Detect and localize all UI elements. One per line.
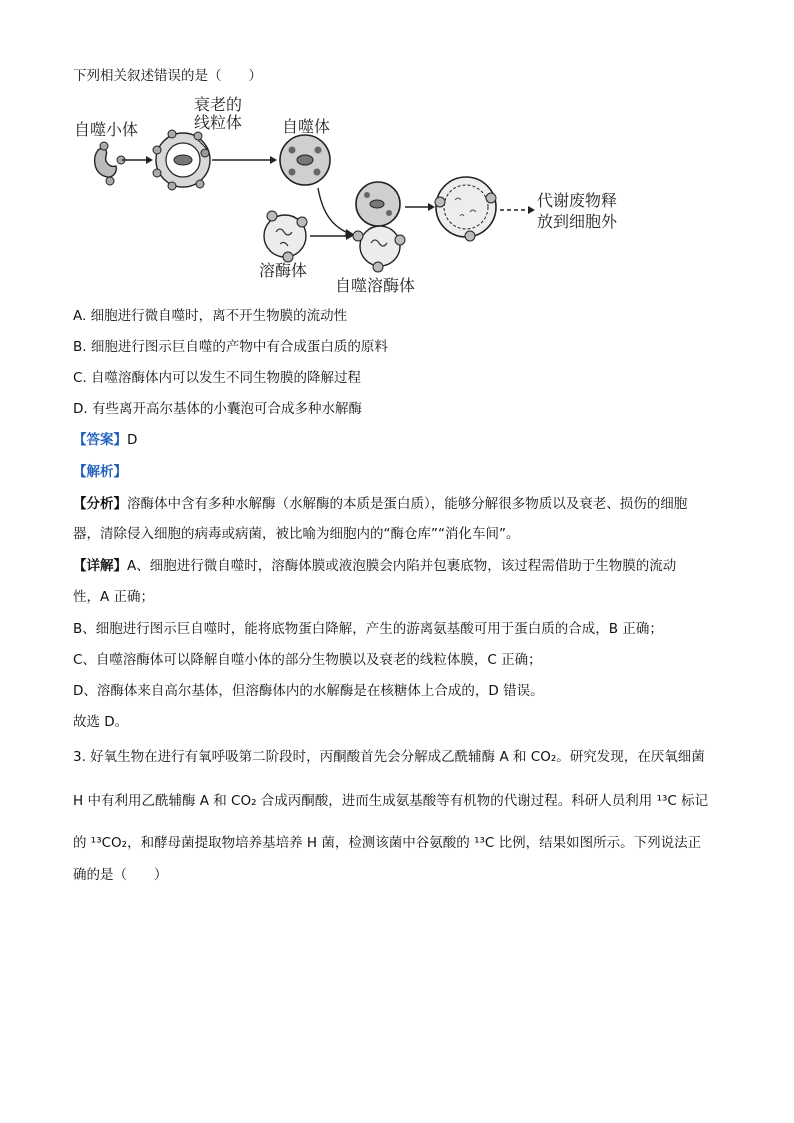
autophagosome-small-shape [95, 142, 125, 185]
q3-line-2: H 中有利用乙酰辅酶 A 和 CO₂ 合成丙酮酸，进而生成氨基酸等有机物的代谢过程。科研人员利用 ¹³C 标记 [73, 793, 709, 809]
detail-line-1 [73, 556, 676, 576]
label-autolysosome: 自噬溶酶体 [335, 276, 416, 295]
detail-line-3: B、细胞进行图示巨自噬时，能将底物蛋白降解，产生的游离氨基酸可用于蛋白质的合成，B 正确； [73, 621, 663, 637]
autophagy-diagram-svg [0, 0, 794, 300]
question-stem: 下列相关叙述错误的是（ ） [73, 68, 262, 84]
label-release-line2: 放到细胞外 [537, 212, 618, 231]
fenxi-tag: 【分析】 [73, 496, 127, 512]
analysis-line-1 [73, 494, 687, 514]
q3-line-3: 的 ¹³CO₂，和酵母菌提取物培养基培养 H 菌，检测该菌中谷氨酸的 ¹³C 比例，结果如图所示。下列说法正 [73, 835, 702, 851]
detail-line-4: C、自噬溶酶体可以降解自噬小体的部分生物膜以及衰老的线粒体膜，C 正确； [73, 652, 542, 668]
option-c: C. 自噬溶酶体内可以发生不同生物膜的降解过程 [73, 370, 362, 386]
answer-line [73, 430, 137, 450]
engulfing-mitochondrion-shape [153, 130, 210, 190]
q3-line-1: 3. 好氧生物在进行有氧呼吸第二阶段时，丙酮酸首先会分解成乙酰辅酶 A 和 CO₂。研究发现，在厌氧细菌 [73, 749, 705, 765]
detail-line-2: 性，A 正确； [73, 589, 155, 605]
answer-value: D [127, 432, 138, 448]
detail-line-5: D、溶酶体来自高尔基体，但溶酶体内的水解酶是在核糖体上合成的，D 错误。 [73, 683, 544, 699]
option-a: A. 细胞进行微自噬时，离不开生物膜的流动性 [73, 308, 348, 324]
label-release-line1: 代谢废物释 [537, 191, 618, 210]
label-autophagosome-small: 自噬小体 [74, 120, 139, 139]
conclusion: 故选 D。 [73, 714, 129, 730]
fenxi-text-1: 溶酶体中含有多种水解酶（水解酶的本质是蛋白质），能够分解很多物质以及衰老、损伤的细胞 [127, 496, 688, 512]
option-d: D. 有些离开高尔基体的小囊泡可合成多种水解酶 [73, 401, 362, 417]
option-b: B. 细胞进行图示巨自噬的产物中有合成蛋白质的原料 [73, 339, 388, 355]
lysosome-shape [264, 211, 307, 262]
q3-line-4: 确的是（ ） [73, 867, 168, 883]
label-aging-mitochondrion: 衰老的线粒体 [194, 95, 243, 132]
label-autophagosome: 自噬体 [282, 117, 331, 136]
analysis-line-2: 器，清除侵入细胞的病毒或病菌，被比喻为细胞内的“酶仓库”“消化车间”。 [73, 526, 520, 542]
degradation-vesicle-shape [435, 177, 496, 241]
xiangjie-tag: 【详解】 [73, 558, 127, 574]
autolysosome-shape [353, 182, 405, 272]
label-lysosome: 溶酶体 [259, 261, 308, 280]
analysis-tag: 【解析】 [73, 464, 127, 480]
autophagosome-shape [280, 135, 330, 185]
detail-text-1: A、细胞进行微自噬时，溶酶体膜或液泡膜会内陷并包裹底物，该过程需借助于生物膜的流动 [127, 558, 677, 574]
answer-tag: 【答案】 [73, 432, 127, 448]
analysis-heading [73, 462, 127, 482]
